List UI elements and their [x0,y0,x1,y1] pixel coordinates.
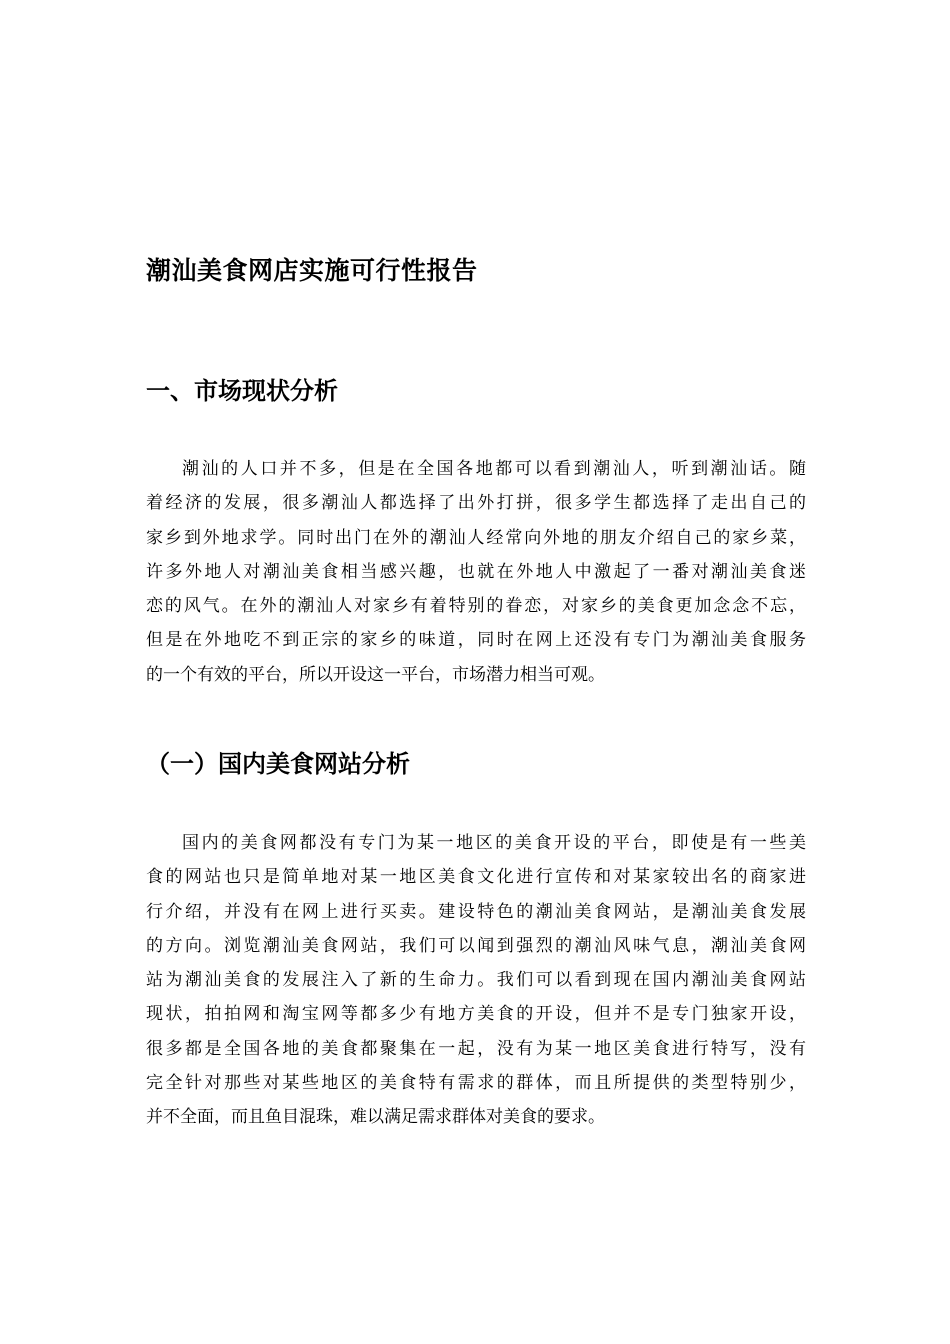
paragraph-line: 站为潮汕美食的发展注入了新的生命力。我们可以看到现在国内潮汕美食网站 [146,970,806,991]
paragraph-line: 家乡到外地求学。同时出门在外的潮汕人经常向外地的朋友介绍自己的家乡菜， [146,527,806,548]
paragraph-line: 现状，拍拍网和淘宝网等都多少有地方美食的开设，但并不是专门独家开设， [146,1004,806,1025]
paragraph-line: 很多都是全国各地的美食都聚集在一起，没有为某一地区美食进行特写，没有 [146,1038,806,1059]
paragraph-line: 并不全面，而且鱼目混珠，难以满足需求群体对美食的要求。 [146,1107,605,1128]
paragraph-line: 的一个有效的平台，所以开设这一平台，市场潜力相当可观。 [146,664,605,685]
paragraph-line: 行介绍，并没有在网上进行买卖。建设特色的潮汕美食网站，是潮汕美食发展 [146,901,806,922]
paragraph-line: 但是在外地吃不到正宗的家乡的味道，同时在网上还没有专门为潮汕美食服务 [146,630,806,651]
paragraph-line: 许多外地人对潮汕美食相当感兴趣，也就在外地人中激起了一番对潮汕美食迷 [146,561,806,582]
paragraph-market-analysis [146,452,806,692]
paragraph-line: 着经济的发展，很多潮汕人都选择了出外打拼，很多学生都选择了走出自己的 [146,493,806,514]
section-heading-domestic-food-sites: （一）国内美食网站分析 [146,749,410,778]
paragraph-line: 完全针对那些对某些地区的美食特有需求的群体，而且所提供的类型特别少， [146,1073,806,1094]
paragraph-line: 潮汕的人口并不多，但是在全国各地都可以看到潮汕人，听到潮汕话。随 [182,459,806,479]
document-title: 潮汕美食网店实施可行性报告 [146,256,478,285]
paragraph-line: 食的网站也只是简单地对某一地区美食文化进行宣传和对某家较出名的商家进 [146,867,806,888]
paragraph-line: 国内的美食网都没有专门为某一地区的美食开设的平台，即使是有一些美 [182,833,806,853]
paragraph-line: 的方向。浏览潮汕美食网站，我们可以闻到强烈的潮汕风味气息，潮汕美食网 [146,935,806,956]
paragraph-domestic-food-sites [146,826,806,1135]
section-heading-market-analysis: 一、市场现状分析 [146,376,338,405]
paragraph-line: 恋的风气。在外的潮汕人对家乡有着特别的眷恋，对家乡的美食更加念念不忘， [146,596,806,617]
